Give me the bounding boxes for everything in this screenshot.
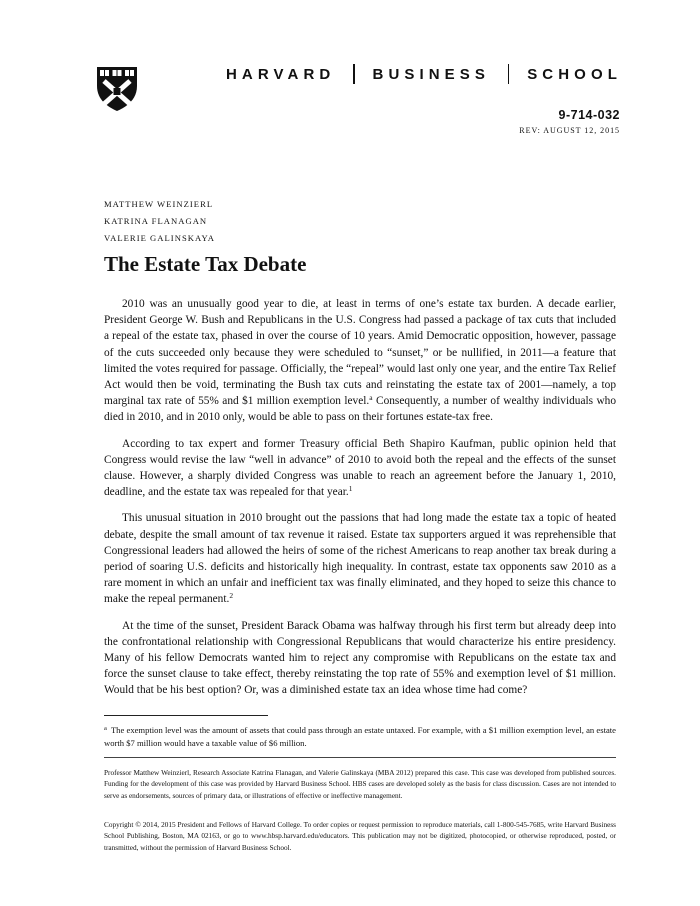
masthead-word-business: BUSINESS xyxy=(372,65,491,83)
copyright-notice: Copyright © 2014, 2015 President and Fellows of Harvard College. To order copies or request permission to reproduce materials, call 1-800-545-7685, write Harvard Business School Publishing, Boston, MA 02163, or go to www.hbsp.harvard.edu/educators. This publication may not be digitized, photocopied, or otherwise reproduced, posted, or transmitted, without the permission of Harvard Business School. xyxy=(104,821,616,852)
endnote-reference: 1 xyxy=(348,484,353,494)
paragraph-text-continued: Consequently, a number of wealthy individuals who died in 2010, and in 2010 only, would be able to pass on their fortunes estate-tax free. xyxy=(104,395,616,424)
author-list xyxy=(104,196,215,247)
footnote-text: The exemption level was the amount of assets that could pass through an estate untaxed. For example, with a $1 million exemption level, an estate worth $7 million would have a taxable value of $6 million. xyxy=(104,725,616,748)
masthead-word-harvard: HARVARD xyxy=(226,65,336,83)
case-title: The Estate Tax Debate xyxy=(104,252,307,276)
paragraph-text: 2010 was an unusually good year to die, at least in terms of one’s estate tax burden. A decade earlier, President George W. Bush and Republicans in the U.S. Congress had passed a package of tax cuts that included a repeal of the estate tax, phased in over the course of 10 years. Amid Democratic opposition, however, passage of the cuts succeeded only because they were scheduled to “sunset,” or be nullified, in 2011—a feature that limited the votes required for passage. Officially, the “repeal” would last only one year, and the entire Tax Relief Act would then be void, terminating the Bush tax cuts and reinstating the estate tax of 2001—namely, a top marginal tax rate of 55% and $1 million exemption level. xyxy=(104,298,616,408)
masthead-divider xyxy=(353,64,355,84)
revision-date: REV: AUGUST 12, 2015 xyxy=(519,126,620,135)
paragraph-text: At the time of the sunset, President Barack Obama was halfway through his first term but already deep into the confrontational relationship with Congressional Republicans that would characterize his entire presidency. Many of his fellow Democrats wanted him to reject any compromise with Republicans on the estate tax and force the sunset clause to take effect, thereby reinstating the top rate of 55% and exemption level of $1 million. Would that be his best option? Or, was a diminished estate tax an idea whose time had come? xyxy=(104,619,616,697)
endnote-reference: 2 xyxy=(229,591,234,601)
footnote-divider xyxy=(104,715,268,716)
paragraph-text: According to tax expert and former Treasury official Beth Shapiro Kaufman, public opinion held that Congress would revise the law “well in advance” of 2010 to avoid both the repeal and the effects of the sunset clause. However, a sharply divided Congress was unable to reach an agreement before the January 1, 2010, deadline, and the estate tax was repealed for that year. xyxy=(104,437,616,499)
author-name: MATTHEW WEINZIERL xyxy=(104,199,214,209)
footnote-reference: a xyxy=(369,393,373,403)
author-name: KATRINA FLANAGAN xyxy=(104,216,208,226)
body-paragraph xyxy=(104,618,616,699)
case-number: 9-714-032 xyxy=(558,108,620,122)
body-paragraph xyxy=(104,296,616,426)
body-paragraph xyxy=(104,510,616,607)
footnote xyxy=(104,724,616,749)
harvard-shield-icon xyxy=(96,66,138,112)
body-paragraph xyxy=(104,436,616,501)
masthead-divider xyxy=(508,64,510,84)
footnote-mark: a xyxy=(104,725,107,732)
institution-masthead xyxy=(226,64,622,84)
masthead-word-school: SCHOOL xyxy=(527,65,622,83)
case-body xyxy=(104,296,616,709)
author-name: VALERIE GALINSKAYA xyxy=(104,233,215,243)
footer-divider xyxy=(104,757,616,758)
preparation-note: Professor Matthew Weinzierl, Research Associate Katrina Flanagan, and Valerie Galinskaya (MBA 2012) prepared this case. This case was developed from published sources. Funding for the development of this case was provided by Harvard Business School. HBS cases are developed solely as the basis for class discussion. Cases are not intended to serve as endorsements, sources of primary data, or illustrations of effective or ineffective management. xyxy=(104,769,616,800)
paragraph-text: This unusual situation in 2010 brought out the passions that had long made the estate tax a topic of heated debate, despite the small amount of tax revenue it raised. Estate tax supporters argued it was reprehensible that Congressional leaders had allowed the heirs of some of the richest Americans to reap another tax break during a period of soaring U.S. deficits and historically high inequality. In contrast, estate tax opponents saw 2010 as a rare moment in which an unfair and inefficient tax was finally eliminated, and they hoped to seize this chance to make the repeal permanent. xyxy=(104,512,616,606)
